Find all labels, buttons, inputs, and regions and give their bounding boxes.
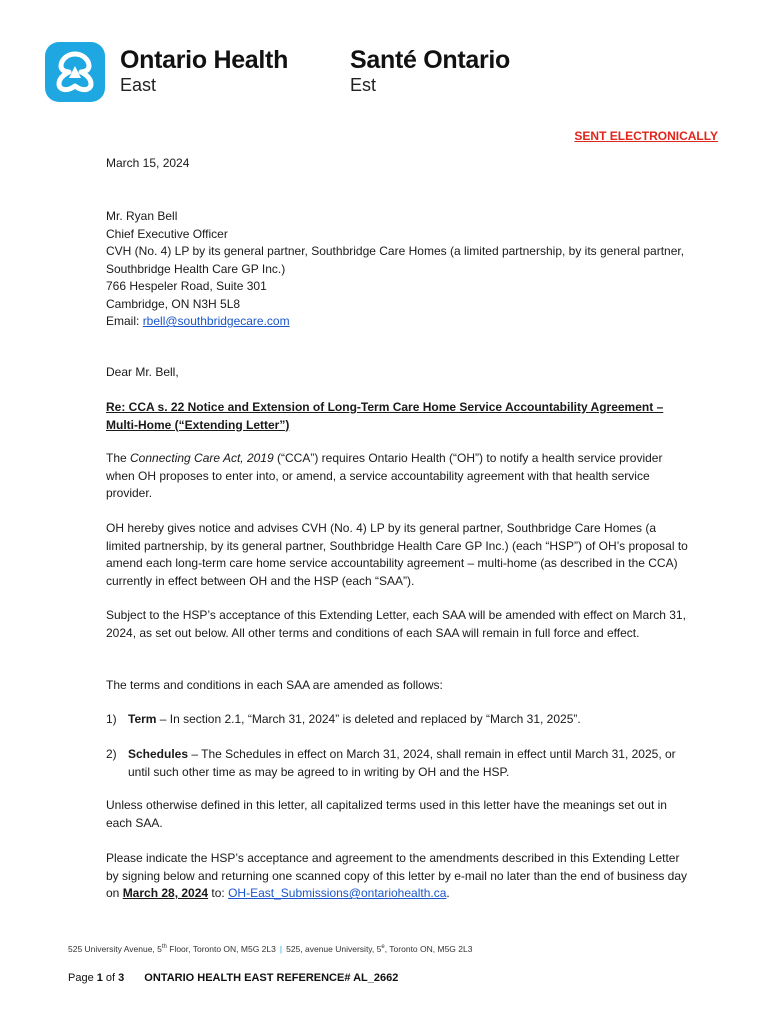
- paragraph-submission: [106, 850, 691, 903]
- brand-region-en: East: [120, 75, 157, 95]
- amendment-item-schedules: [106, 746, 696, 781]
- address-separator: |: [279, 944, 283, 954]
- address-en-pre: 525 University Avenue, 5: [68, 944, 162, 954]
- recipient-organization: CVH (No. 4) LP by its general partner, Southbridge Care Homes (a limited partnership, by its general partner, Southbridge Health Care GP Inc.): [106, 244, 685, 276]
- item-label: Schedules: [128, 747, 189, 761]
- email-label: Email:: [106, 314, 143, 328]
- page-current: 1: [96, 972, 103, 984]
- paragraph-amendments-intro: The terms and conditions in each SAA are amended as follows:: [106, 678, 443, 692]
- deadline-date: March 28, 2024: [122, 886, 209, 900]
- ontario-trillium-icon: [45, 42, 105, 102]
- item-text: – The Schedules in effect on March 31, 2024, shall remain in effect until March 31, 2025, or until such other time as may be agreed to in writing by OH and the HSP.: [128, 747, 676, 779]
- salutation: Dear Mr. Bell,: [106, 365, 179, 379]
- page-total: 3: [118, 972, 125, 984]
- recipient-email-line: [106, 313, 691, 331]
- reference-number: ONTARIO HEALTH EAST REFERENCE# AL_2662: [144, 972, 399, 984]
- act-title: Connecting Care Act, 2019: [130, 451, 274, 465]
- footer-address: [68, 944, 472, 954]
- recipient-address: [106, 208, 691, 331]
- recipient-name: Mr. Ryan Bell: [106, 209, 178, 223]
- item-number: 1): [106, 712, 117, 726]
- brand-french: [350, 44, 510, 95]
- brand-region-fr: Est: [350, 75, 377, 95]
- recipient-title: Chief Executive Officer: [106, 226, 228, 241]
- address-fr-sup: e: [381, 944, 385, 951]
- page-prefix: Page: [68, 972, 97, 984]
- brand-name-en: Ontario Health: [120, 46, 289, 74]
- paragraph-notice: OH hereby gives notice and advises CVH (No. 4) LP by its general partner, Southbridge Care Homes (a limited partnership, by its general partner, Southbridge Health Care GP Inc.) (each “HSP”) of OH’s proposal to amend each long-term care home service accountability agreement – multi-home (as described in the CCA) currently in effect between OH and the HSP (each “SAA”).: [106, 521, 688, 588]
- address-fr-pre: 525, avenue University, 5: [286, 944, 382, 954]
- sent-electronically-label: SENT ELECTRONICALLY: [574, 129, 718, 143]
- address-fr-post: , Toronto ON, M5G 2L3: [384, 944, 473, 954]
- submission-email-link[interactable]: OH-East_Submissions@ontariohealth.ca: [228, 886, 447, 900]
- address-en-sup: th: [161, 944, 167, 951]
- footer-page-info: [68, 972, 398, 984]
- paragraph-definitions: Unless otherwise defined in this letter, all capitalized terms used in this letter have the meanings set out in each SAA.: [106, 798, 667, 830]
- subject-line: Re: CCA s. 22 Notice and Extension of Long-Term Care Home Service Accountability Agreement – Multi-Home (“Extending Letter”): [106, 400, 664, 432]
- item-label: Term: [128, 712, 157, 726]
- paragraph6-prefix: Please indicate the HSP’s acceptance and agreement to the amendments described in this Extending Letter by signing below and returning one scanned copy of this letter by e-mail no later than the end of business day on: [106, 851, 688, 900]
- brand-name-fr: Santé Ontario: [350, 46, 511, 74]
- paragraph1-rest: (“CCA”) requires Ontario Health (“OH”) to notify a health service provider when OH proposes to enter into, or amend, a service accountability agreement with that health service provider.: [106, 451, 663, 500]
- paragraph1-prefix: The: [106, 451, 131, 465]
- item-text: – In section 2.1, “March 31, 2024” is deleted and replaced by “March 31, 2025”.: [156, 712, 581, 726]
- item-number: 2): [106, 747, 117, 761]
- paragraph-cca-notice: [106, 450, 691, 503]
- brand-english: [120, 44, 288, 95]
- paragraph-acceptance: Subject to the HSP’s acceptance of this Extending Letter, each SAA will be amended with effect on March 31, 2024, as set out below. All other terms and conditions of each SAA will remain in full force and effect.: [106, 608, 686, 640]
- amendment-item-term: [106, 711, 696, 729]
- page-of: of: [102, 972, 119, 984]
- recipient-email-link[interactable]: rbell@southbridgecare.com: [142, 314, 290, 328]
- recipient-street: 766 Hespeler Road, Suite 301: [106, 279, 267, 293]
- letter-date: March 15, 2024: [106, 156, 190, 170]
- paragraph6-end: .: [446, 886, 450, 900]
- recipient-city: Cambridge, ON N3H 5L8: [106, 296, 241, 311]
- address-en-post: Floor, Toronto ON, M5G 2L3: [166, 944, 276, 954]
- paragraph6-mid: to:: [208, 886, 229, 900]
